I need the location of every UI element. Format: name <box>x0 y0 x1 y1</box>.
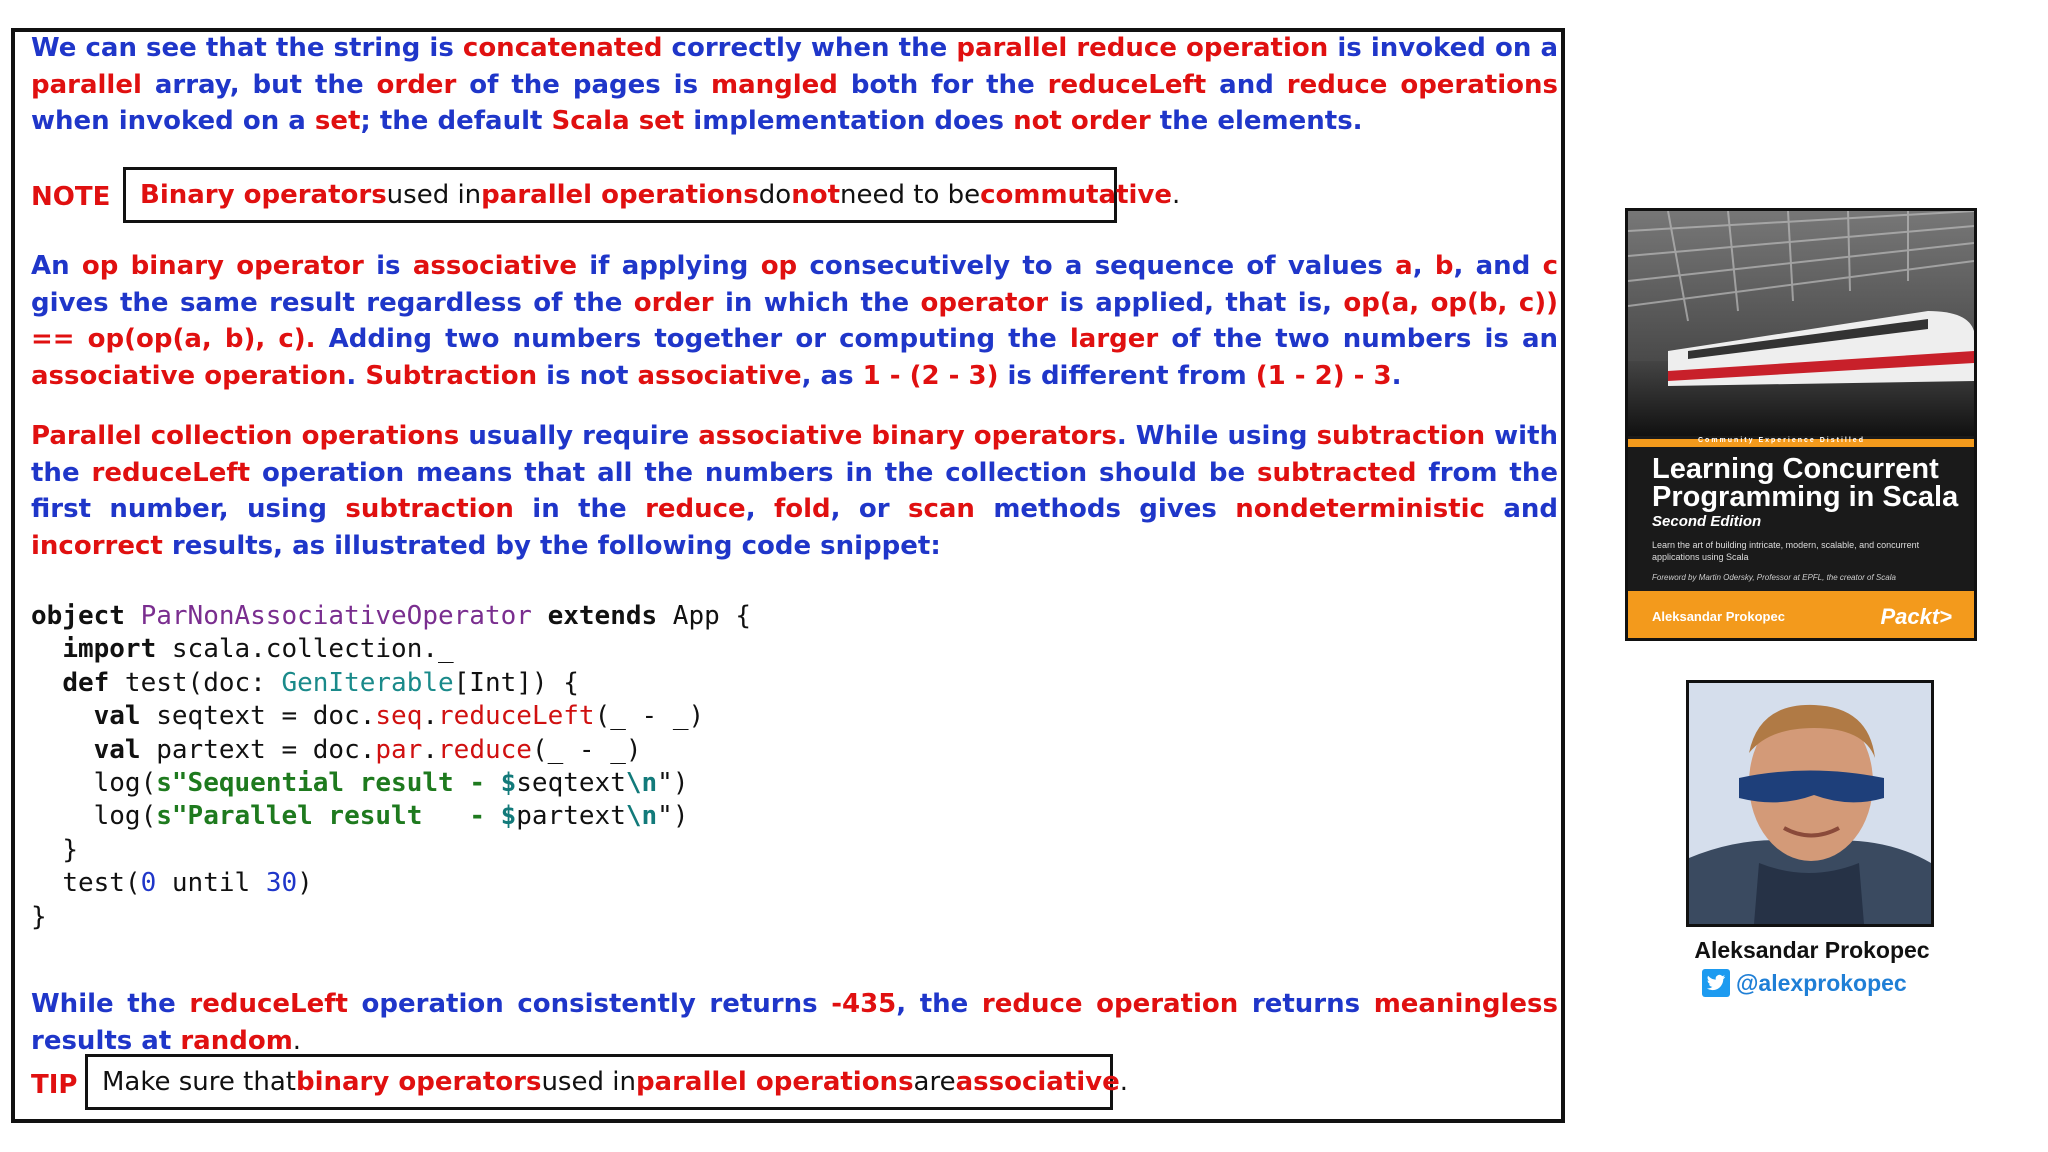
publisher-logo: Packt> <box>1880 604 1952 629</box>
book-series: Community Experience Distilled <box>1698 437 1865 444</box>
twitter-handle: @alexprokopec <box>1736 969 1907 996</box>
content-frame <box>11 28 1565 1123</box>
twitter-handle-link[interactable] <box>1702 969 1907 997</box>
book-author: Aleksandar Prokopec <box>1652 609 1785 624</box>
author-photo <box>1686 680 1934 927</box>
book-edition: Second Edition <box>1652 513 1762 530</box>
book-description: Learn the art of building intricate, modern, scalable, and concurrent applications using Scala <box>1652 540 1920 562</box>
twitter-icon <box>1702 969 1730 997</box>
book-title: Learning Concurrent Programming in Scala <box>1652 453 1959 513</box>
paragraph-result: While the reduceLeft operation consistently returns -435, the reduce operation returns meaningless results at random. <box>31 989 1558 1056</box>
paragraph-parallel-collections: Parallel collection operations usually require associative binary operators. While using subtraction with the reduceLeft operation means that all the numbers in the collection should be subtracted from the first number, using subtraction in the reduce, fold, or scan methods gives nondeterministic and incorrect results, as illustrated by the following code snippet: <box>31 421 1559 561</box>
tip-label: TIP <box>31 1070 78 1100</box>
tip-box: Make sure that binary operators used in parallel operations are associative . <box>85 1054 1113 1110</box>
paragraph-intro: We can see that the string is concatenated correctly when the parallel reduce operation is invoked on a parallel array, but the order of the pages is mangled both for the reduceLeft and reduce operations when invoked on a set; the default Scala set implementation does not order the elements. <box>31 33 1559 136</box>
note-box: Binary operators used in parallel operations do not need to be commutative . <box>123 167 1117 223</box>
author-name: Aleksandar Prokopec <box>1694 937 1930 963</box>
code-snippet: object ParNonAssociativeOperator extends App { import scala.collection._ def test(doc: GenIterable[Int]) { val seqtext = doc.seq.reduceLeft(_ - _) val partext = doc.par.reduce(_ - _) log(s"Sequential result - $seqtext\n") log(s"Parallel result - $partext\n") } test(0 until 30) } <box>31 601 752 932</box>
note-label: NOTE <box>31 182 111 212</box>
book-foreword: Foreword by Martin Odersky, Professor at EPFL, the creator of Scala <box>1652 573 1896 582</box>
paragraph-associative: An op binary operator is associative if applying op consecutively to a sequence of values a, b, and c gives the same result regardless of the order in which the operator is applied, that is, op(a, op(b, c)) == op(op(a, b), c). Adding two numbers together or computing the larger of the two numbers is an associative operation. Subtraction is not associative, as 1 - (2 - 3) is different from (1 - 2) - 3. <box>31 251 1559 391</box>
book-cover <box>1625 208 1977 641</box>
